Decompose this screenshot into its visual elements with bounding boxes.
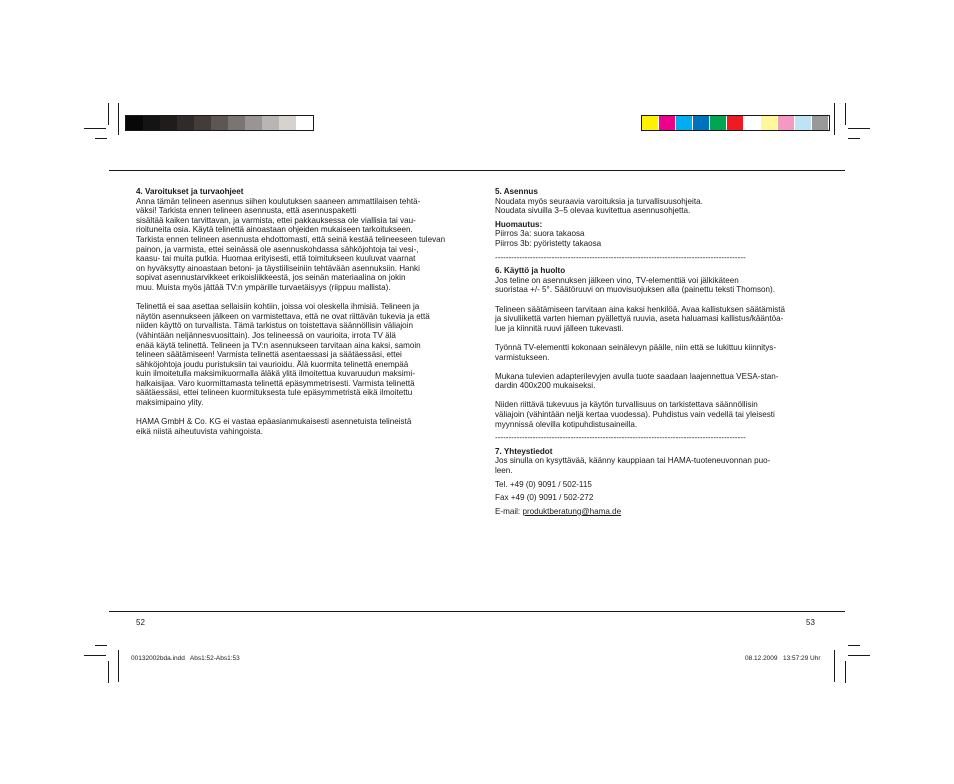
color-swatch [778,116,795,130]
text-line: suoristaa +/- 5°. Säätöruuvi on muovisuojuksen alla (painettu teksti Thomson). [495,285,775,295]
color-swatch [693,116,710,130]
section-heading: 5. Asennus [495,187,538,196]
spacer [495,391,785,401]
section-heading: 6. Käyttö ja huolto [495,266,566,276]
crop-mark [118,103,119,135]
text-line: väliajoin (vähintään neljä kertaa vuodessa). Puhdistus vain vedellä tai yleisesti [495,410,775,420]
phone-number: Tel. +49 (0) 9091 / 502-115 [495,479,592,489]
spacer [495,362,785,372]
color-swatch [211,116,228,130]
text-line: eikä niistä aiheutuvista vahingoista. [136,426,263,436]
spacer [495,333,785,343]
note-heading: Huomautus: [495,219,543,229]
crop-mark [95,138,107,139]
text-line: näytön asennukseen jälkeen on varmistettava, että ne ovat riittävän tukevia ja että [136,311,430,321]
crop-mark [848,138,860,139]
color-swatch [228,116,245,130]
color-swatch [177,116,194,130]
color-swatch [812,116,829,130]
text-line: niiden käyttö on turvallista. Tämä tarkistus on toistettava säännöllisin väliajoin [136,321,413,331]
text-line: maksimipaino ylity. [136,398,204,408]
section-separator: --------------------------------------------------------------------------------------------- [495,252,746,262]
text-line: ja sivuliikettä varten hieman pyällettyä ruuvia, aseta haluamasi kallistus/kääntöa- [495,314,784,324]
color-swatch [126,116,143,130]
text-line: enää käytä telinettä. Telineen ja TV:n asennukseen tarvitaan aina kaksi, samoin [136,340,421,350]
header-rule [109,170,845,171]
text-line: sopivat asennustarvikkeet erikoisliikkeestä, jos seinän materiaalina on jokin [136,273,406,283]
text-line: Noudata sivuilla 3–5 olevaa kuvitettua asennusohjetta. [495,206,691,216]
text-line: kaasu- tai muita putkia. Huomaa erityisesti, että toimitukseen kuuluvat vaarnat [136,254,416,264]
spacer [136,408,445,418]
text-line: varmistukseen. [495,352,550,362]
spacer [136,293,445,303]
text-line: säätäessäsi, ettei telineen kuormituksesta tule epäsymmetristä eikä ilmoitettu [136,388,413,398]
crop-mark [848,655,870,656]
spacer [495,295,785,305]
text-line: Piirros 3b: pyöristetty takaosa [495,238,602,248]
email-line [495,507,785,517]
crop-mark [845,661,846,683]
email-label: E-mail: [495,506,523,516]
crop-mark [84,655,106,656]
text-line: rioituneita osia. Käytä telinettä ainoastaan ohjeiden mukaiseen tarkoitukseen. [136,225,413,235]
text-line: Piirros 3a: suora takaosa [495,229,585,239]
crop-mark [848,645,860,646]
page-number-right: 53 [806,618,815,627]
page-number-left: 52 [136,618,145,627]
crop-mark [845,103,846,125]
section-heading: 7. Yhteystiedot [495,446,553,456]
crop-mark [834,103,835,135]
color-swatch [194,116,211,130]
color-swatch [279,116,296,130]
crop-mark [84,128,106,129]
color-swatch [744,116,761,130]
color-swatch [296,116,313,130]
text-line: leen. [495,466,513,476]
text-line: sähköjohtoja joudu puristuksiin tai vaurioidu. Älä kuormita telinettä enempää [136,359,409,369]
section-separator: --------------------------------------------------------------------------------------------- [495,433,746,443]
left-column [136,187,445,436]
text-line: Työnnä TV-elementti kokonaan seinälevyn päälle, niin että se lukittuu kiinnitys- [495,342,777,352]
fax-number: Fax +49 (0) 9091 / 502-272 [495,493,594,503]
crop-mark [108,103,109,125]
color-swatch [262,116,279,130]
color-swatch [160,116,177,130]
text-line: (vähintään neljännesvuosittain). Jos telineessä on vaurioita, irrota TV älä [136,330,396,340]
text-line: kuin ilmoitetulla maksimikuormalla äläkä ylitä ilmoitettua kuvaruudun maksimi- [136,369,415,379]
text-line: muu. Muista myös jättää TV:n ympärille turvaetäisyys (riippuu mallista). [136,282,391,292]
color-swatch [659,116,676,130]
text-line: halkaisijaa. Varo kuormittamasta telinettä epäsymmetrisesti. Varmista telinettä [136,378,415,388]
text-line: Tarkista ennen telineen asennusta ehdottomasti, että seinä kestää telineeseen tulevan [136,234,446,244]
color-swatch [676,116,693,130]
right-column [495,187,785,516]
text-line: Telinettä ei saa asettaa sellaisiin kohtiin, joissa voi oleskella ihmisiä. Telineen ja [136,302,420,312]
crop-mark [108,661,109,683]
crop-mark [848,128,870,129]
color-swatch [761,116,778,130]
text-line: lue ja kiinnitä ruuvi jälleen tukevasti. [495,323,624,333]
crop-mark [95,645,107,646]
crop-mark [118,650,119,682]
text-line: Mukana tulevien adapterilevyjen avulla tuote saadaan laajennettua VESA-stan- [495,371,779,381]
footer-rule [109,611,845,612]
color-swatch [710,116,727,130]
color-swatch [143,116,160,130]
section-heading: 4. Varoitukset ja turvaohjeet [136,187,244,196]
text-line: HAMA GmbH & Co. KG ei vastaa epäasianmukaisesti asennetuista telineistä [136,417,412,427]
email-link[interactable]: produktberatung@hama.de [522,506,622,516]
process-color-bar [641,115,830,131]
text-line: väksi! Tarkista ennen telineen asennusta, että asennuspaketti [136,206,357,216]
slug-file-info: 00132002bda.indd Abs1:52-Abs1:53 [131,655,240,662]
text-line: Anna tämän telineen asennus siihen koulutuksen saaneen ammattilaisen tehtä- [136,196,421,206]
text-line: Jos teline on asennuksen jälkeen vino, TV-elementtiä voi jälkikäteen [495,275,739,285]
text-line: myynnissä olevilla kotipuhdistusaineilla. [495,419,638,429]
text-line: painon, ja varmista, ettei seinässä ole asennuskohdassa sähköjohtoja tai vesi-, [136,244,419,254]
slug-date-info: 08.12.2009 13:57:29 Uhr [745,655,821,662]
text-line: Jos sinulla on kysyttävää, käänny kauppiaan tai HAMA-tuoteneuvonnan puo- [495,456,771,466]
color-swatch [795,116,812,130]
text-line: sisältää kaiken tarvittavan, ja varmista, ettei pakkauksessa ole viallisia tai vau- [136,215,416,225]
color-swatch [727,116,744,130]
text-line: on hyväksytty ainoastaan betoni- ja täystiiliseiniin tehtävään asennuksiin. Hanki [136,263,420,273]
text-line: dardin 400x200 mukaiseksi. [495,381,596,391]
grayscale-color-bar [125,115,314,131]
text-line: telineen säätämiseen! Varmista telinettä asentaessasi ja säätäessäsi, ettei [136,350,402,360]
crop-mark [834,650,835,682]
text-line: Niiden riittävä tukevuus ja käytön turvallisuus on tarkistettava säännöllisin [495,400,758,410]
text-line: Telineen säätämiseen tarvitaan aina kaksi henkilöä. Avaa kallistuksen säätämistä [495,304,786,314]
text-line: Noudata myös seuraavia varoituksia ja turvallisuusohjeita. [495,196,703,206]
color-swatch [642,116,659,130]
color-swatch [245,116,262,130]
